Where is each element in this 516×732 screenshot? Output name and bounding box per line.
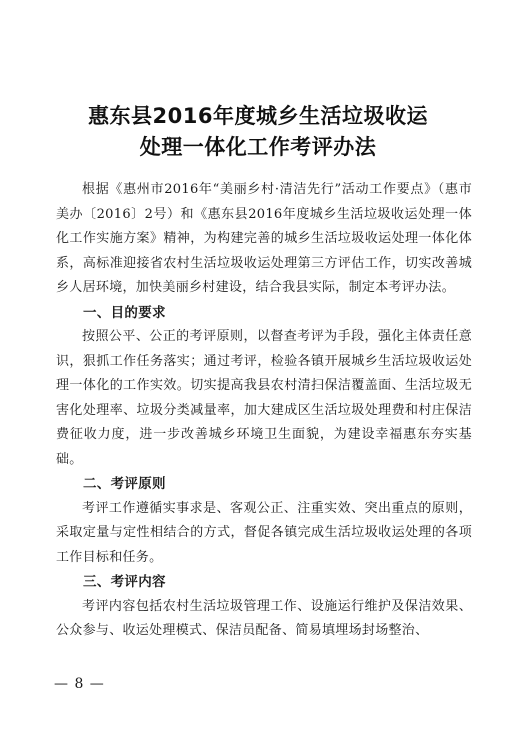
section-heading-content: 三、考评内容 <box>83 574 166 590</box>
section-paragraph-purpose: 按照公平、公正的考评原则，以督查考评为手段，强化主体责任意识，狠抓工作任务落实；通过考评，检验各镇开展城乡生活垃圾收运处理一体化的工作实效。切实提高我县农村清扫保洁覆盖面、生活垃圾无害化处理率、垃圾分类减量率，加大建成区生活垃圾处理费和村庄保洁费征收力度，进一步改善城乡环境卫生面貌，为建设幸福惠东夯实基础。 <box>56 329 472 467</box>
section-paragraph-principles: 考评工作遵循实事求是、客观公正、注重实效、突出重点的原则，采取定量与定性相结合的方式，督促各镇完成生活垃圾收运处理的各项工作目标和任务。 <box>56 500 472 565</box>
intro-paragraph: 根据《惠州市2016年“美丽乡村·清洁先行”活动工作要点》（惠市美办〔2016〕2号）和《惠东县2016年度城乡生活垃圾收运处理一体化工作实施方案》精神，为构建完善的城乡生活垃圾收运处理一体化体系，高标准迎接省农村生活垃圾收运处理第三方评估工作，切实改善城乡人居环境，加快美丽乡村建设，结合我县实际，制定本考评办法。 <box>56 182 472 295</box>
document-title-line-1: 惠东县2016年度城乡生活垃圾收运 <box>88 104 428 128</box>
section-heading-principles: 二、考评原则 <box>83 476 166 492</box>
section-paragraph-content: 考评内容包括农村生活垃圾管理工作、设施运行维护及保洁效果、公众参与、收运处理模式、保洁员配备、简易填埋场封场整治、 <box>56 598 472 638</box>
document-body <box>56 178 472 644</box>
section-heading-purpose: 一、目的要求 <box>83 304 166 321</box>
document-title-line-2: 处理一体化工作考评办法 <box>139 135 377 159</box>
page-number: — 8 — <box>54 676 105 692</box>
